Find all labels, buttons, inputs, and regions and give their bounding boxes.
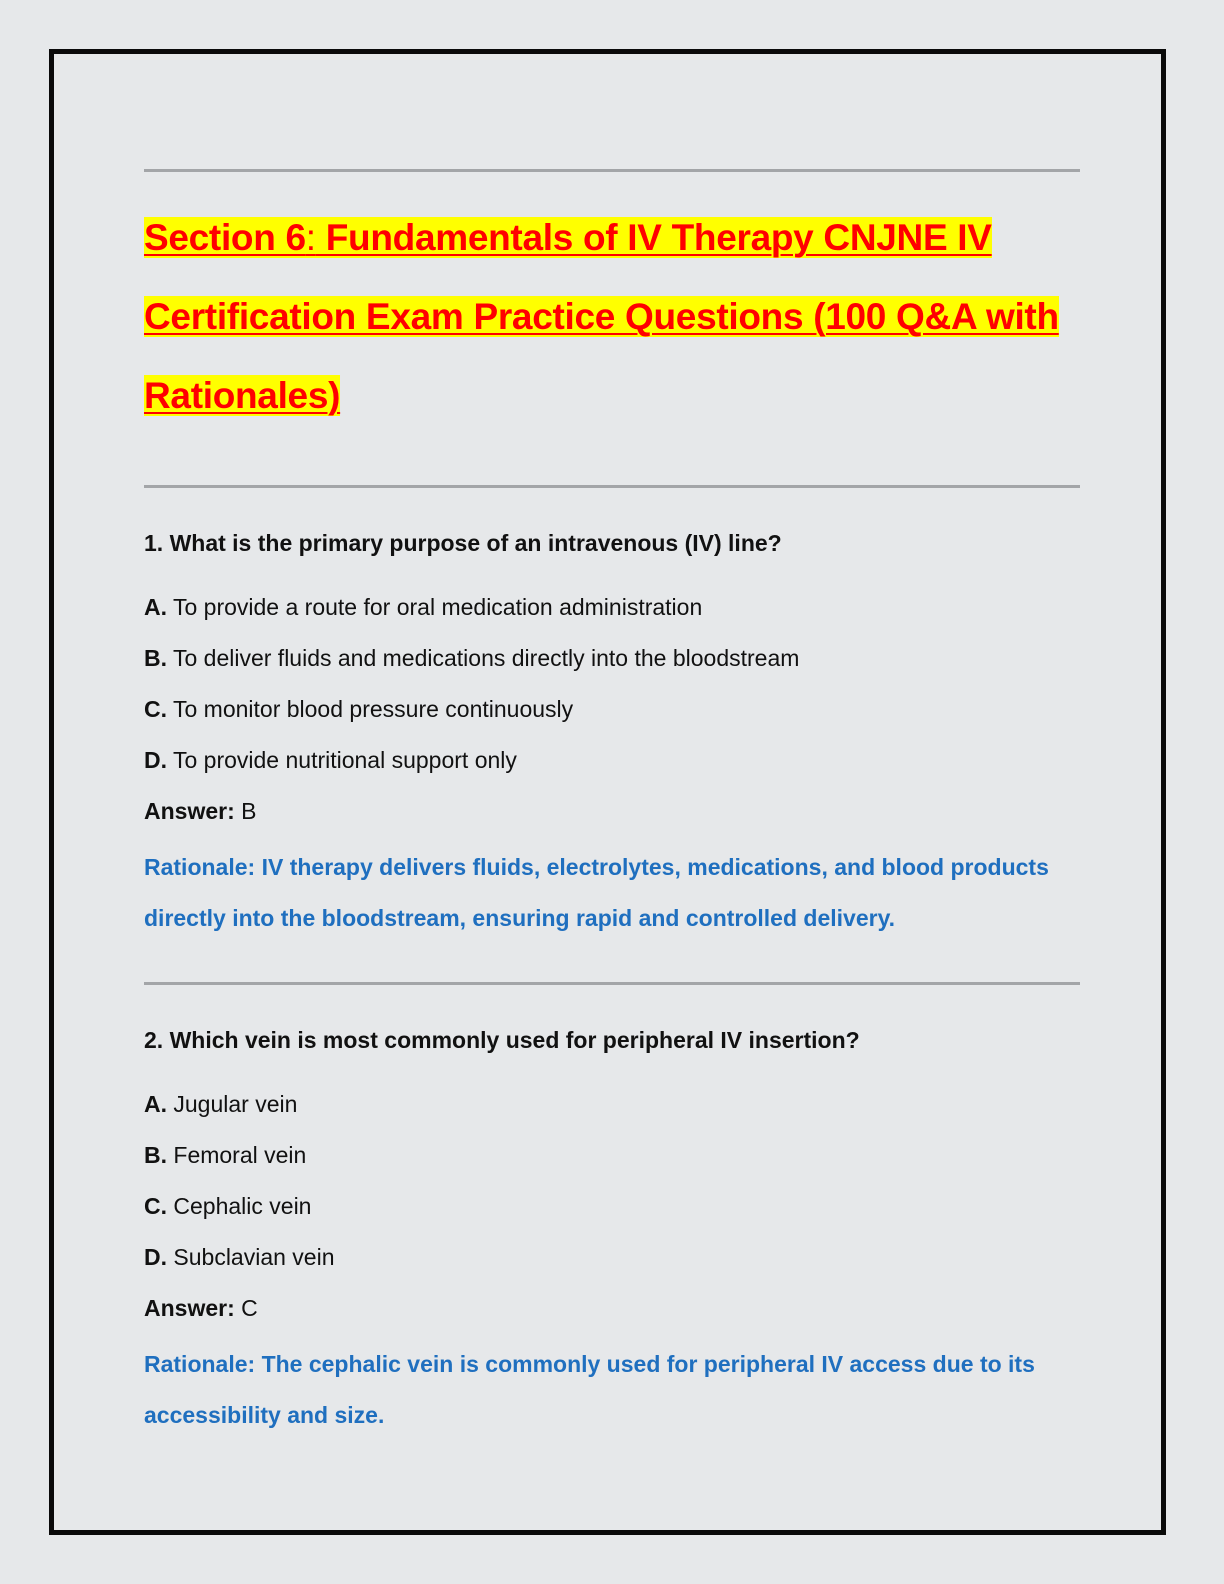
answer-value: B [234, 798, 257, 824]
option-c [144, 689, 1080, 740]
title-section-label: Section 6 [144, 217, 306, 258]
option-letter: A. [144, 594, 167, 620]
answer-label: Answer: [144, 798, 235, 824]
document-title [144, 198, 1080, 435]
horizontal-divider [144, 485, 1080, 488]
option-text: To provide nutritional support only [167, 747, 517, 773]
option-text: To deliver fluids and medications directly into the bloodstream [167, 645, 800, 671]
answer-label: Answer: [144, 1295, 235, 1321]
option-text: Femoral vein [167, 1142, 307, 1168]
option-letter: C. [144, 696, 167, 722]
option-letter: A. [144, 1091, 167, 1117]
option-letter: C. [144, 1193, 167, 1219]
answer-line [144, 1288, 1080, 1339]
rationale-text: Rationale: IV therapy delivers fluids, electrolytes, medications, and blood products directly into the bloodstream, ensuring rapid and controlled delivery. [144, 854, 1049, 931]
question-block-1 [144, 523, 1080, 944]
question-text: 2. Which vein is most commonly used for peripheral IV insertion? [144, 1027, 860, 1053]
rationale-text: Rationale: The cephalic vein is commonly used for peripheral IV access due to its accessibility and size. [144, 1351, 1035, 1428]
option-text: To provide a route for oral medication administration [167, 594, 703, 620]
option-letter: B. [144, 645, 167, 671]
answer-value: C [234, 1295, 258, 1321]
option-text: Cephalic vein [167, 1193, 312, 1219]
option-b [144, 1135, 1080, 1186]
option-d [144, 1237, 1080, 1288]
option-d [144, 740, 1080, 791]
title-colon: : [305, 217, 316, 258]
option-text: To monitor blood pressure continuously [167, 696, 574, 722]
question-block-2 [144, 1020, 1080, 1441]
horizontal-divider [144, 982, 1080, 985]
option-letter: B. [144, 1142, 167, 1168]
answer-line [144, 791, 1080, 842]
option-text: Subclavian vein [167, 1244, 335, 1270]
option-text: Jugular vein [167, 1091, 298, 1117]
option-letter: D. [144, 747, 167, 773]
title-text: Fundamentals of IV Therapy CNJNE IV Certification Exam Practice Questions (100 Q&A with Rationales) [144, 217, 1059, 416]
horizontal-divider [144, 169, 1080, 172]
option-a [144, 1084, 1080, 1135]
option-letter: D. [144, 1244, 167, 1270]
question-text: 1. What is the primary purpose of an intravenous (IV) line? [144, 530, 782, 556]
option-c [144, 1186, 1080, 1237]
option-b [144, 638, 1080, 689]
option-a [144, 587, 1080, 638]
